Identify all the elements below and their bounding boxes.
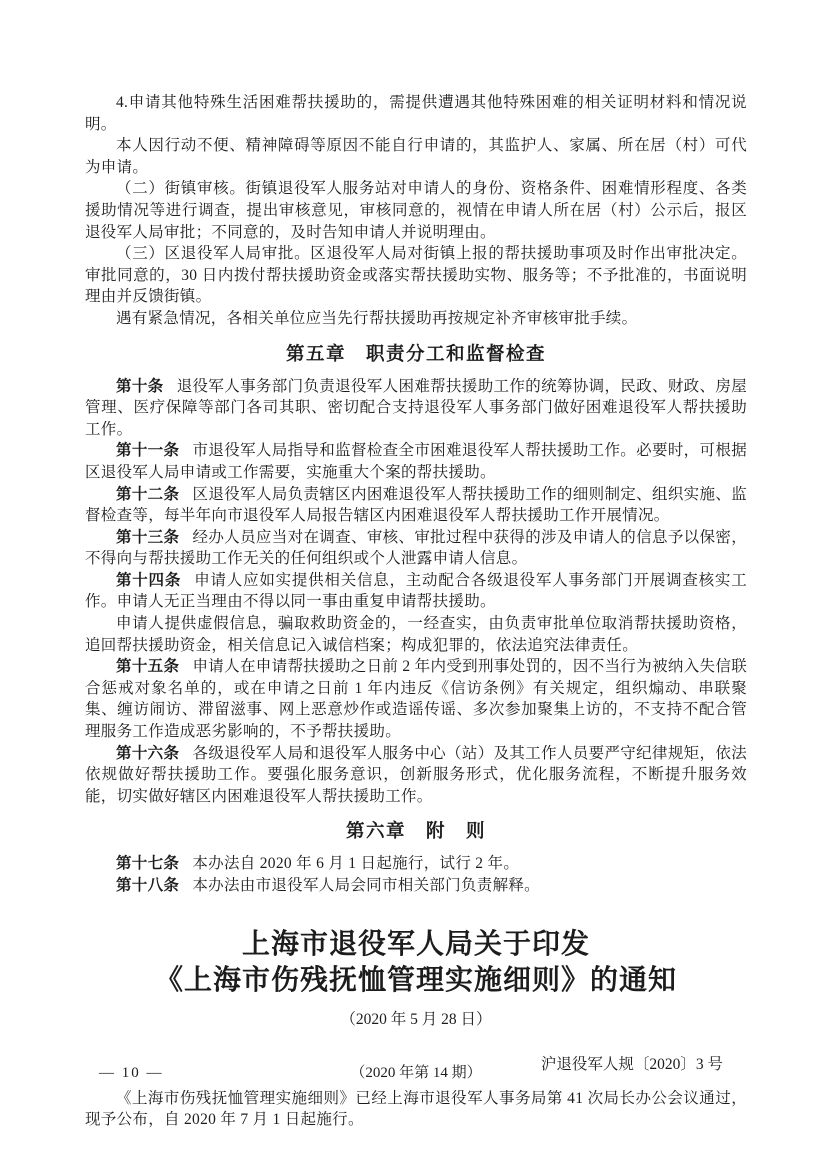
article-label: 第十六条 xyxy=(116,744,180,762)
article-label: 第十四条 xyxy=(116,571,182,589)
article-text: 区退役军人局负责辖区内困难退役军人帮扶援助工作的细则制定、组织实施、监督检查等，每半年向市退役军人局报告辖区内困难退役军人帮扶援助工作开展情况。 xyxy=(85,485,747,525)
article-paragraph xyxy=(85,853,747,875)
notice-date: （2020 年 5 月 28 日） xyxy=(340,1010,492,1028)
article-text: 本办法自 2020 年 6 月 1 日起施行，试行 2 年。 xyxy=(192,855,520,873)
document-content xyxy=(85,92,747,1131)
intro-paragraph: 4.申请其他特殊生活困难帮扶援助的，需提供遭遇其他特殊困难的相关证明材料和情况说明。 xyxy=(85,94,747,133)
article-label: 第十一条 xyxy=(116,442,180,460)
notice-body-paragraph: 《上海市伤残抚恤管理实施细则》已经上海市退役军人事务局第 41 次局长办公会议通过，现予公布，自 2020 年 7 月 1 日起施行。 xyxy=(85,1089,747,1129)
article-text: 市退役军人局指导和监督检查全市困难退役军人帮扶援助工作。必要时，可根据区退役军人局申请或工作需要，实施重大个案的帮扶援助。 xyxy=(85,442,747,481)
article-paragraph xyxy=(85,656,747,742)
notice-title-line1: 上海市退役军人局关于印发 xyxy=(241,928,590,960)
article-text: 退役军人事务部门负责退役军人困难帮扶援助工作的统筹协调，民政、财政、房屋管理、医疗保障等部门各司其职、密切配合支持退役军人事务部门做好困难退役军人帮扶援助工作。 xyxy=(85,377,747,438)
intro-paragraph: 遇有紧急情况，各相关单位应当先行帮扶援助再按规定补齐审核审批手续。 xyxy=(116,309,638,327)
article-paragraph xyxy=(85,570,747,613)
document-number: 沪退役军人规〔2020〕3 号 xyxy=(540,1056,723,1074)
article-label: 第十五条 xyxy=(116,658,180,676)
page-footer xyxy=(85,1063,747,1083)
chapter6-heading: 第六章 附 则 xyxy=(345,822,486,843)
chapter5-heading: 第五章 职责分工和监督检查 xyxy=(285,344,546,365)
article-paragraph xyxy=(85,743,747,808)
issue-label: （2020 年第 14 期） xyxy=(350,1065,482,1081)
article-label: 第十二条 xyxy=(116,485,180,503)
article-label: 第十七条 xyxy=(116,855,180,873)
article-paragraph xyxy=(85,527,747,570)
article-paragraph xyxy=(85,440,747,483)
article-text: 各级退役军人局和退役军人服务中心（站）及其工作人员要严守纪律规矩，依法依规做好帮扶援助工作。要强化服务意识，创新服务形式，优化服务流程，不断提升服务效能，切实做好辖区内困难退役军人帮扶援助工作。 xyxy=(85,744,747,805)
notice-title-line2: 《上海市伤残抚恤管理实施细则》的通知 xyxy=(154,964,677,996)
article-text: 申请人提供虚假信息，骗取救助资金的，一经查实，由负责审批单位取消帮扶援助资格，追回帮扶援助资金，相关信息记入诚信档案；构成犯罪的，依法追究法律责任。 xyxy=(85,615,747,654)
article-paragraph xyxy=(85,613,747,656)
article-text: 申请人在申请帮扶援助之日前 2 年内受到刑事处罚的，因不当行为被纳入失信联合惩戒对象名单的，或在申请之日前 1 年内违反《信访条例》有关规定，组织煽动、串联聚集、缠访闹访、滞留滋事、网上恶意炒作或造谣传谣、多次参加聚集上访的，不支持不配合管理服务工作造成恶劣影响的，不予帮扶援助。 xyxy=(85,658,747,741)
article-paragraph xyxy=(85,875,747,897)
article-text: 经办人员应当对在调查、审核、审批过程中获得的涉及申请人的信息予以保密，不得向与帮扶援助工作无关的任何组织或个人泄露申请人信息。 xyxy=(85,528,747,568)
notice-title xyxy=(85,927,747,999)
article-paragraph xyxy=(85,376,747,441)
article-label: 第十八条 xyxy=(116,877,180,894)
article-text: 申请人应如实提供相关信息，主动配合各级退役军人事务部门开展调查核实工作。申请人无正当理由不得以同一事由重复申请帮扶援助。 xyxy=(85,571,748,611)
article-label: 第十三条 xyxy=(116,528,180,546)
article-paragraph xyxy=(85,484,747,527)
intro-paragraph: （二）街镇审核。街镇退役军人服务站对申请人的身份、资格条件、困难情形程度、各类援助情况等进行调查，提出审核意见，审核同意的，视情在申请人所在居（村）公示后，报区退役军人局审批；不同意的，及时告知申请人并说明理由。 xyxy=(85,180,747,241)
intro-paragraph: 本人因行动不便、精神障碍等原因不能自行申请的，其监护人、家属、所在居（村）可代为申请。 xyxy=(85,137,747,176)
article-label: 第十条 xyxy=(116,377,164,395)
article-text: 本办法由市退役军人局会同市相关部门负责解释。 xyxy=(192,877,540,894)
page-number: — 10 — xyxy=(99,1065,164,1081)
intro-paragraph: （三）区退役军人局审批。区退役军人局对街镇上报的帮扶援助事项及时作出审批决定。审批同意的，30 日内拨付帮扶援助资金或落实帮扶援助实物、服务等；不予批准的，书面说明理由并反馈街镇。 xyxy=(85,245,747,306)
